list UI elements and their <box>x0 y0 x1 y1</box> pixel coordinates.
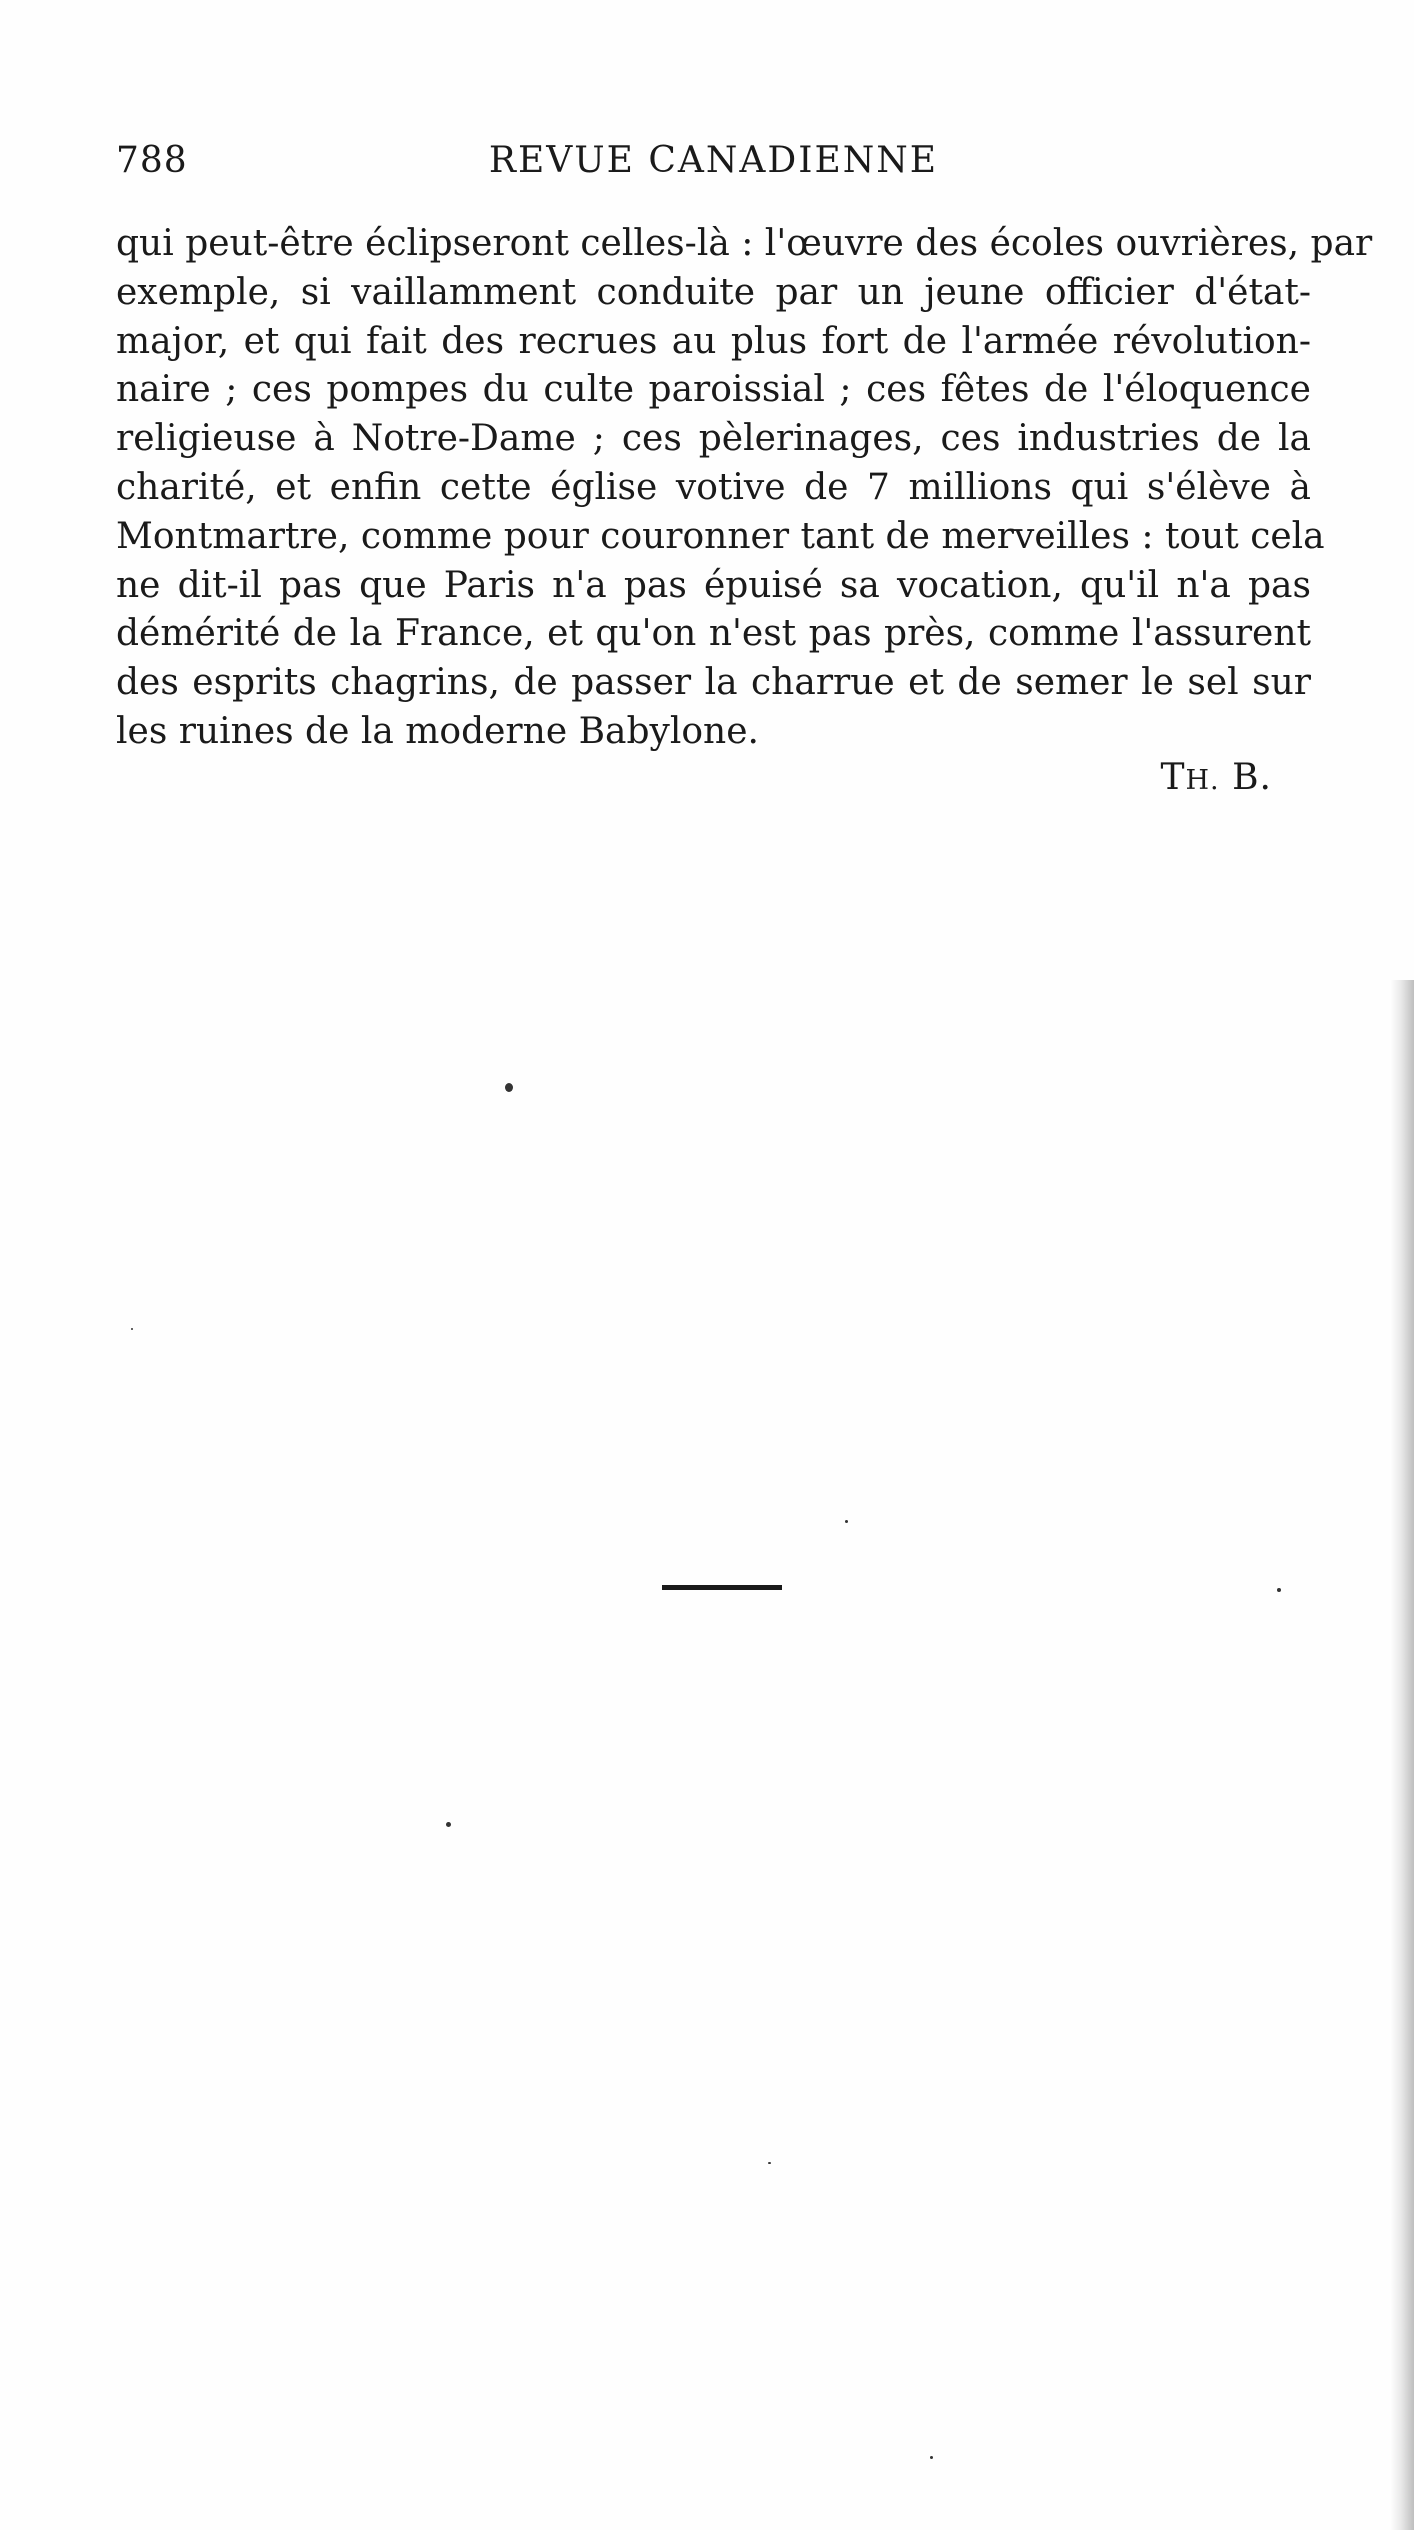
print-speck <box>930 2456 933 2459</box>
print-speck <box>505 1083 513 1092</box>
section-divider-rule <box>662 1585 782 1590</box>
text-line: charité, et enfin cette église votive de 7 millions qui s'élève à <box>116 466 1311 508</box>
text-line: major, et qui fait des recrues au plus fort de l'armée révolution- <box>116 320 1311 362</box>
page-number: 788 <box>116 140 188 181</box>
text-line: exemple, si vaillamment conduite par un jeune officier d'état- <box>116 271 1311 313</box>
print-speck <box>131 1328 133 1330</box>
text-line: des esprits chagrins, de passer la charrue et de semer le sel sur <box>116 662 1311 704</box>
text-line: religieuse à Notre-Dame ; ces pèlerinages, ces industries de la <box>116 418 1311 460</box>
page-edge-shadow <box>1390 980 1414 2530</box>
signature-initial-rest: H. <box>1185 765 1220 796</box>
text-line: qui peut-être éclipseront celles-là : l'œuvre des écoles ouvrières, par <box>116 223 1373 264</box>
print-speck <box>768 2162 771 2164</box>
print-speck <box>446 1822 451 1827</box>
text-line: Montmartre, comme pour couronner tant de merveilles : tout cela <box>116 515 1325 557</box>
article-text <box>116 220 1373 757</box>
text-line: démérité de la France, et qu'on n'est pas près, comme l'assurent <box>116 613 1311 655</box>
running-head <box>116 140 1311 192</box>
signature-initial: T <box>1160 757 1186 798</box>
journal-title: REVUE CANADIENNE <box>488 140 939 181</box>
print-speck <box>845 1520 848 1523</box>
text-line: les ruines de la moderne Babylone. <box>116 710 759 752</box>
signature-surname: B. <box>1232 757 1272 798</box>
text-line: ne dit-il pas que Paris n'a pas épuisé sa vocation, qu'il n'a pas <box>116 564 1311 606</box>
print-speck <box>1277 1588 1281 1592</box>
text-line: naire ; ces pompes du culte paroissial ; ces fêtes de l'éloquence <box>116 369 1311 411</box>
author-signature <box>1160 757 1272 798</box>
